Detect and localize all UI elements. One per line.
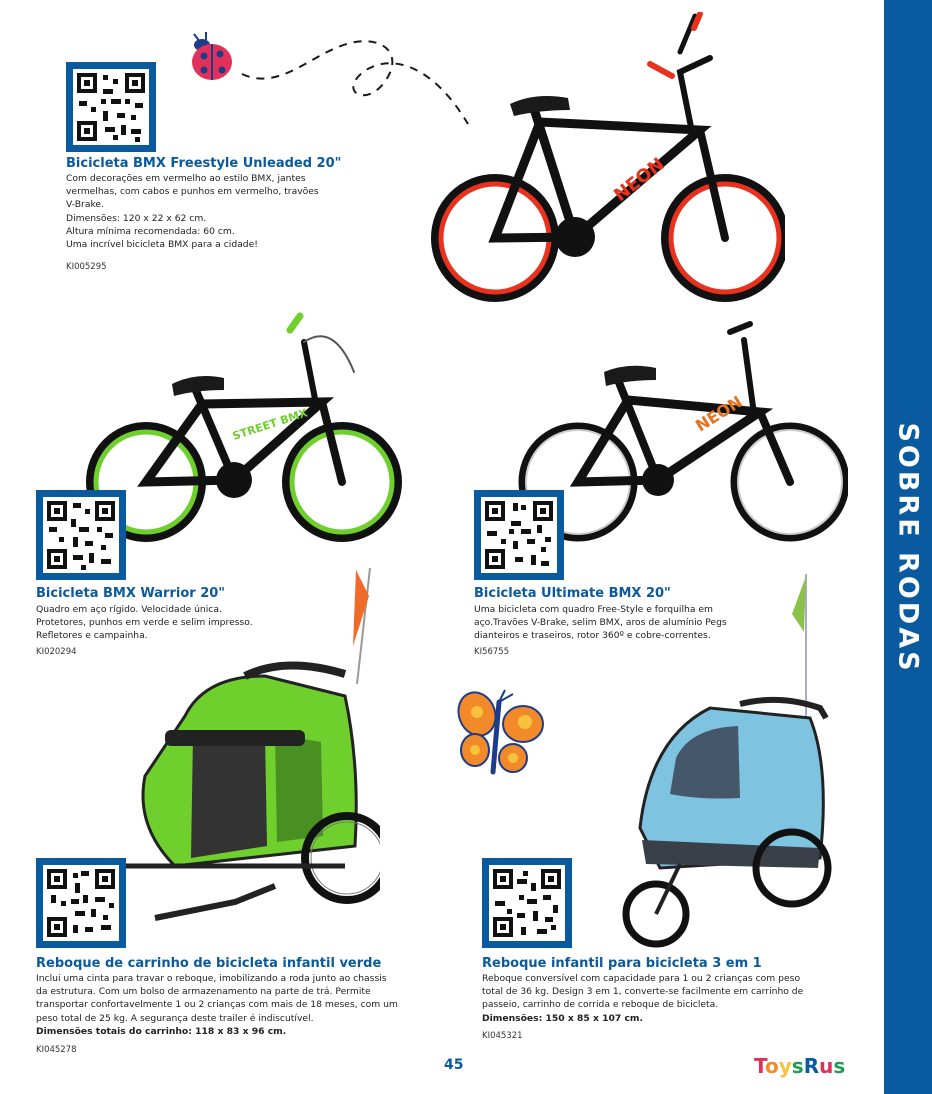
page-number: 45: [444, 1057, 464, 1073]
qr-code[interactable]: [66, 62, 156, 152]
ladybug-icon: [180, 32, 242, 84]
black-bmx-bike-image: [518, 320, 848, 552]
green-bike-trailer-image: [125, 566, 380, 938]
product-sku: KI045278: [36, 1045, 77, 1055]
product-title: Reboque infantil para bicicleta 3 em 1: [482, 956, 762, 971]
product-description: Reboque conversível com capacidade para 1 ou 2 crianças com peso total de 36 kg. Design 3 em 1, converte-se facilmente em carrinho de passeio, carrinho de corrida e reboque de bicicleta. Dimensões: 150 x 85 x 107 cm.: [482, 973, 804, 1024]
product-description: Uma bicicleta com quadro Free-Style e forquilha em aço.Travões V-Brake, selim BMX, aros de alumínio Pegs dianteiros e traseiros, rotor 360º e cobre-correntes.: [474, 604, 727, 642]
product-sku: KI005295: [66, 262, 107, 272]
qr-code[interactable]: [36, 858, 126, 948]
product-title: Reboque de carrinho de bicicleta infantil verde: [36, 956, 382, 971]
qr-code[interactable]: [482, 858, 572, 948]
svg-text:STREET BMX: STREET BMX: [230, 406, 310, 443]
product-sku: KI56755: [474, 647, 510, 657]
product-sku: KI045321: [482, 1031, 523, 1041]
product-description: Com decorações em vermelho ao estilo BMX, jantes vermelhas, com cabos e punhos em vermelho, travões V-Brake. Dimensões: 120 x 22 x 62 cm. Altura mínima recomendada: 60 cm. Uma incrível bicicleta BMX para a cidade!: [66, 173, 319, 251]
qr-code[interactable]: [474, 490, 564, 580]
butterfly-icon: [455, 688, 547, 776]
svg-text:NEON: NEON: [610, 153, 669, 206]
green-bmx-bike-image: [84, 312, 404, 552]
qr-code[interactable]: [36, 490, 126, 580]
red-bmx-bike-image: [410, 12, 785, 312]
svg-text:NEON: NEON: [692, 392, 746, 436]
section-label: SOBRE RODAS: [892, 422, 924, 674]
blue-bike-trailer-image: [620, 568, 840, 952]
svg-text:ToysRus: ToysRus: [754, 1054, 846, 1078]
product-title: Bicicleta BMX Freestyle Unleaded 20": [66, 156, 342, 171]
product-sku: KI020294: [36, 647, 77, 657]
product-title: Bicicleta BMX Warrior 20": [36, 586, 226, 601]
product-title: Bicicleta Ultimate BMX 20": [474, 586, 671, 601]
toys-r-us-logo: [752, 1050, 862, 1080]
product-description: Quadro em aço rígido. Velocidade única. Protetores, punhos em verde e selim impresso. Refletores e campainha.: [36, 604, 253, 642]
product-description: Inclui uma cinta para travar o reboque, imobilizando a roda junto ao chassis da estrutura. Com um bolso de armazenamento na parte de trá. Permite transportar confortavelmente 1 ou 2 crianças com mais de 18 meses, com um peso total de 25 kg. A segurança deste trailer é indiscutível. Dimensões totais do carrinho: 118 x 83 x 96 cm.: [36, 973, 398, 1037]
